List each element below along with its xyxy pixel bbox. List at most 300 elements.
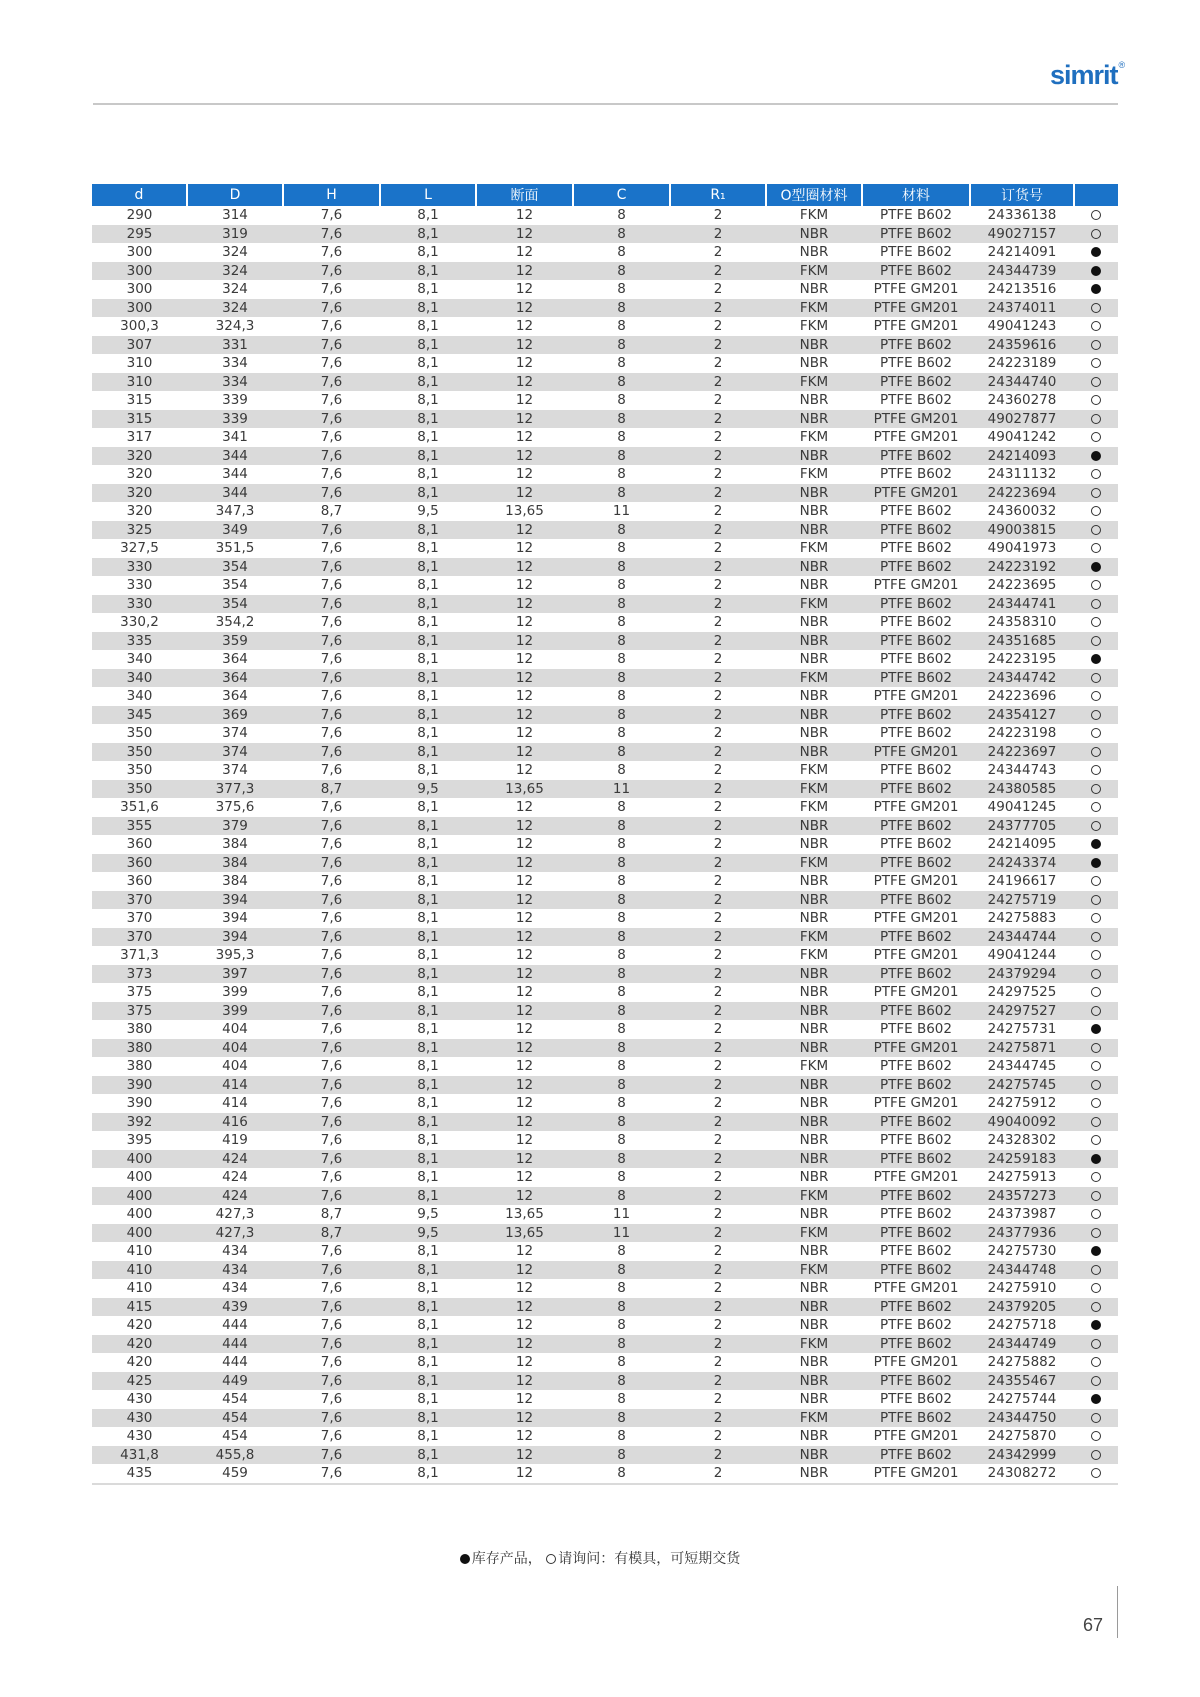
table-row — [92, 1002, 1118, 1021]
cell-order-number: 24344750 — [970, 1409, 1074, 1428]
cell-L: 8,1 — [380, 317, 476, 336]
cell-material: PTFE GM201 — [862, 317, 970, 336]
cell-R1: 2 — [670, 1298, 766, 1317]
cell-material: PTFE B602 — [862, 706, 970, 725]
cell-R1: 2 — [670, 428, 766, 447]
cell-availability — [1074, 521, 1118, 540]
table-row — [92, 299, 1118, 318]
cell-cross-section: 12 — [476, 687, 573, 706]
cell-L: 8,1 — [380, 1168, 476, 1187]
cell-H: 7,6 — [283, 928, 380, 947]
cell-material: PTFE B602 — [862, 1446, 970, 1465]
cell-D: 369 — [187, 706, 283, 725]
table-row — [92, 1039, 1118, 1058]
on-request-circle-icon — [1091, 1209, 1101, 1219]
cell-cross-section: 12 — [476, 1094, 573, 1113]
cell-cross-section: 12 — [476, 1390, 573, 1409]
cell-D: 454 — [187, 1427, 283, 1446]
cell-C: 8 — [573, 1168, 670, 1187]
table-row — [92, 1094, 1118, 1113]
cell-availability — [1074, 743, 1118, 762]
in-stock-dot-icon — [1091, 247, 1101, 257]
table-row — [92, 465, 1118, 484]
cell-L: 8,1 — [380, 1446, 476, 1465]
table-row — [92, 1390, 1118, 1409]
cell-oring-material: NBR — [766, 1446, 862, 1465]
cell-d: 355 — [92, 817, 187, 836]
cell-D: 395,3 — [187, 946, 283, 965]
col-header-R1: R₁ — [670, 184, 766, 206]
cell-R1: 2 — [670, 484, 766, 503]
cell-material: PTFE B602 — [862, 521, 970, 540]
cell-material: PTFE GM201 — [862, 687, 970, 706]
cell-H: 7,6 — [283, 891, 380, 910]
cell-D: 399 — [187, 1002, 283, 1021]
cell-L: 8,1 — [380, 1113, 476, 1132]
cell-cross-section: 12 — [476, 225, 573, 244]
cell-C: 8 — [573, 872, 670, 891]
cell-cross-section: 12 — [476, 1242, 573, 1261]
cell-oring-material: NBR — [766, 225, 862, 244]
cell-H: 8,7 — [283, 502, 380, 521]
cell-d: 375 — [92, 1002, 187, 1021]
cell-material: PTFE B602 — [862, 1409, 970, 1428]
cell-R1: 2 — [670, 798, 766, 817]
cell-d: 360 — [92, 872, 187, 891]
cell-L: 8,1 — [380, 1020, 476, 1039]
cell-R1: 2 — [670, 558, 766, 577]
cell-H: 7,6 — [283, 1279, 380, 1298]
cell-R1: 2 — [670, 706, 766, 725]
on-request-circle-icon — [546, 1554, 556, 1564]
cell-L: 8,1 — [380, 854, 476, 873]
cell-R1: 2 — [670, 1187, 766, 1206]
cell-material: PTFE B602 — [862, 1187, 970, 1206]
cell-cross-section: 12 — [476, 632, 573, 651]
cell-L: 9,5 — [380, 1224, 476, 1243]
cell-H: 7,6 — [283, 687, 380, 706]
on-request-circle-icon — [1091, 1080, 1101, 1090]
cell-availability — [1074, 872, 1118, 891]
cell-order-number: 24358310 — [970, 613, 1074, 632]
cell-cross-section: 12 — [476, 1020, 573, 1039]
cell-C: 8 — [573, 743, 670, 762]
table-row — [92, 798, 1118, 817]
cell-L: 8,1 — [380, 1464, 476, 1484]
cell-H: 7,6 — [283, 280, 380, 299]
cell-R1: 2 — [670, 373, 766, 392]
cell-D: 374 — [187, 724, 283, 743]
cell-cross-section: 12 — [476, 558, 573, 577]
cell-order-number: 24308272 — [970, 1464, 1074, 1484]
cell-availability — [1074, 1390, 1118, 1409]
cell-cross-section: 12 — [476, 1335, 573, 1354]
cell-d: 410 — [92, 1279, 187, 1298]
cell-d: 330 — [92, 558, 187, 577]
cell-H: 7,6 — [283, 539, 380, 558]
cell-d: 400 — [92, 1150, 187, 1169]
cell-L: 8,1 — [380, 835, 476, 854]
on-request-circle-icon — [1091, 1339, 1101, 1349]
cell-order-number: 24344745 — [970, 1057, 1074, 1076]
cell-C: 8 — [573, 1131, 670, 1150]
on-request-circle-icon — [1091, 599, 1101, 609]
cell-D: 344 — [187, 447, 283, 466]
cell-cross-section: 12 — [476, 1279, 573, 1298]
cell-C: 8 — [573, 817, 670, 836]
cell-order-number: 24344741 — [970, 595, 1074, 614]
cell-availability — [1074, 706, 1118, 725]
cell-availability — [1074, 484, 1118, 503]
cell-material: PTFE GM201 — [862, 1464, 970, 1484]
cell-D: 394 — [187, 891, 283, 910]
cell-R1: 2 — [670, 1390, 766, 1409]
cell-availability — [1074, 502, 1118, 521]
on-request-circle-icon — [1091, 1172, 1101, 1182]
on-request-circle-icon — [1091, 987, 1101, 997]
cell-D: 424 — [187, 1187, 283, 1206]
cell-C: 8 — [573, 946, 670, 965]
cell-availability — [1074, 1150, 1118, 1169]
cell-material: PTFE B602 — [862, 1057, 970, 1076]
cell-L: 8,1 — [380, 909, 476, 928]
cell-material: PTFE B602 — [862, 650, 970, 669]
cell-order-number: 24214091 — [970, 243, 1074, 262]
cell-L: 8,1 — [380, 336, 476, 355]
table-row — [92, 1131, 1118, 1150]
cell-d: 360 — [92, 854, 187, 873]
cell-material: PTFE B602 — [862, 447, 970, 466]
cell-material: PTFE B602 — [862, 835, 970, 854]
cell-order-number: 24214093 — [970, 447, 1074, 466]
cell-order-number: 24377936 — [970, 1224, 1074, 1243]
cell-order-number: 24354127 — [970, 706, 1074, 725]
cell-D: 404 — [187, 1020, 283, 1039]
cell-d: 415 — [92, 1298, 187, 1317]
col-header-C: C — [573, 184, 670, 206]
cell-d: 390 — [92, 1076, 187, 1095]
cell-oring-material: NBR — [766, 354, 862, 373]
cell-availability — [1074, 1094, 1118, 1113]
cell-oring-material: NBR — [766, 1353, 862, 1372]
cell-order-number: 24275744 — [970, 1390, 1074, 1409]
table-row — [92, 817, 1118, 836]
cell-oring-material: FKM — [766, 262, 862, 281]
cell-C: 8 — [573, 854, 670, 873]
cell-L: 8,1 — [380, 1353, 476, 1372]
cell-L: 8,1 — [380, 669, 476, 688]
cell-L: 8,1 — [380, 280, 476, 299]
table-row — [92, 206, 1118, 225]
cell-availability — [1074, 613, 1118, 632]
cell-cross-section: 12 — [476, 465, 573, 484]
cell-C: 8 — [573, 669, 670, 688]
cell-D: 344 — [187, 465, 283, 484]
cell-order-number: 24275913 — [970, 1168, 1074, 1187]
col-header-L: L — [380, 184, 476, 206]
simrit-logo: simrit® — [1050, 60, 1125, 90]
cell-H: 7,6 — [283, 632, 380, 651]
cell-order-number: 24275745 — [970, 1076, 1074, 1095]
cell-cross-section: 12 — [476, 521, 573, 540]
cell-C: 8 — [573, 909, 670, 928]
cell-order-number: 24373987 — [970, 1205, 1074, 1224]
cell-H: 7,6 — [283, 447, 380, 466]
cell-H: 7,6 — [283, 669, 380, 688]
in-stock-dot-icon — [1091, 562, 1101, 572]
cell-oring-material: FKM — [766, 854, 862, 873]
cell-d: 431,8 — [92, 1446, 187, 1465]
cell-order-number: 24379205 — [970, 1298, 1074, 1317]
cell-availability — [1074, 576, 1118, 595]
cell-d: 373 — [92, 965, 187, 984]
cell-L: 9,5 — [380, 1205, 476, 1224]
cell-C: 8 — [573, 1057, 670, 1076]
cell-D: 399 — [187, 983, 283, 1002]
cell-availability — [1074, 724, 1118, 743]
cell-H: 7,6 — [283, 1113, 380, 1132]
cell-C: 8 — [573, 965, 670, 984]
cell-cross-section: 12 — [476, 1261, 573, 1280]
cell-oring-material: NBR — [766, 336, 862, 355]
cell-availability — [1074, 854, 1118, 873]
on-request-circle-icon — [1091, 1006, 1101, 1016]
cell-D: 364 — [187, 687, 283, 706]
cell-L: 8,1 — [380, 1150, 476, 1169]
cell-C: 11 — [573, 1224, 670, 1243]
cell-C: 8 — [573, 373, 670, 392]
cell-oring-material: FKM — [766, 780, 862, 799]
cell-availability — [1074, 983, 1118, 1002]
cell-H: 7,6 — [283, 484, 380, 503]
cell-material: PTFE B602 — [862, 1316, 970, 1335]
table-row — [92, 1057, 1118, 1076]
cell-d: 380 — [92, 1057, 187, 1076]
cell-L: 8,1 — [380, 428, 476, 447]
cell-H: 7,6 — [283, 1372, 380, 1391]
cell-C: 11 — [573, 780, 670, 799]
cell-D: 449 — [187, 1372, 283, 1391]
table-row — [92, 354, 1118, 373]
cell-d: 295 — [92, 225, 187, 244]
cell-R1: 2 — [670, 1020, 766, 1039]
table-row — [92, 1205, 1118, 1224]
cell-L: 8,1 — [380, 872, 476, 891]
cell-material: PTFE B602 — [862, 891, 970, 910]
cell-R1: 2 — [670, 946, 766, 965]
table-row — [92, 761, 1118, 780]
cell-L: 8,1 — [380, 724, 476, 743]
cell-C: 8 — [573, 1316, 670, 1335]
cell-D: 394 — [187, 928, 283, 947]
cell-d: 330 — [92, 595, 187, 614]
on-request-circle-icon — [1091, 340, 1101, 350]
page-number-rule — [1117, 1586, 1118, 1638]
cell-cross-section: 12 — [476, 595, 573, 614]
cell-cross-section: 12 — [476, 854, 573, 873]
cell-R1: 2 — [670, 1168, 766, 1187]
cell-R1: 2 — [670, 1242, 766, 1261]
cell-availability — [1074, 1427, 1118, 1446]
cell-oring-material: NBR — [766, 1168, 862, 1187]
cell-D: 444 — [187, 1335, 283, 1354]
cell-d: 320 — [92, 502, 187, 521]
cell-material: PTFE GM201 — [862, 299, 970, 318]
cell-cross-section: 12 — [476, 1057, 573, 1076]
cell-D: 324 — [187, 243, 283, 262]
cell-C: 8 — [573, 650, 670, 669]
cell-d: 370 — [92, 891, 187, 910]
cell-H: 7,6 — [283, 595, 380, 614]
cell-cross-section: 13,65 — [476, 1224, 573, 1243]
cell-order-number: 24275883 — [970, 909, 1074, 928]
cell-L: 8,1 — [380, 1187, 476, 1206]
cell-C: 8 — [573, 1002, 670, 1021]
in-stock-dot-icon — [1091, 839, 1101, 849]
cell-material: PTFE GM201 — [862, 983, 970, 1002]
cell-R1: 2 — [670, 539, 766, 558]
cell-order-number: 24379294 — [970, 965, 1074, 984]
cell-oring-material: NBR — [766, 1242, 862, 1261]
on-request-circle-icon — [1091, 932, 1101, 942]
cell-availability — [1074, 428, 1118, 447]
cell-material: PTFE B602 — [862, 336, 970, 355]
cell-D: 349 — [187, 521, 283, 540]
cell-material: PTFE GM201 — [862, 798, 970, 817]
cell-D: 377,3 — [187, 780, 283, 799]
cell-oring-material: NBR — [766, 632, 862, 651]
cell-R1: 2 — [670, 447, 766, 466]
cell-cross-section: 12 — [476, 336, 573, 355]
cell-cross-section: 12 — [476, 1353, 573, 1372]
cell-oring-material: NBR — [766, 1298, 862, 1317]
cell-order-number: 24275910 — [970, 1279, 1074, 1298]
cell-cross-section: 12 — [476, 1076, 573, 1095]
on-request-circle-icon — [1091, 358, 1101, 368]
cell-R1: 2 — [670, 1353, 766, 1372]
cell-D: 397 — [187, 965, 283, 984]
cell-R1: 2 — [670, 1427, 766, 1446]
cell-R1: 2 — [670, 1150, 766, 1169]
cell-L: 8,1 — [380, 410, 476, 429]
cell-oring-material: NBR — [766, 391, 862, 410]
cell-order-number: 24223192 — [970, 558, 1074, 577]
table-row — [92, 632, 1118, 651]
cell-H: 7,6 — [283, 872, 380, 891]
cell-D: 384 — [187, 835, 283, 854]
cell-H: 7,6 — [283, 465, 380, 484]
cell-material: PTFE B602 — [862, 780, 970, 799]
on-request-circle-icon — [1091, 1376, 1101, 1386]
cell-material: PTFE B602 — [862, 854, 970, 873]
cell-cross-section: 12 — [476, 1002, 573, 1021]
table-header-row — [92, 184, 1118, 206]
cell-material: PTFE B602 — [862, 595, 970, 614]
on-request-circle-icon — [1091, 432, 1101, 442]
cell-availability — [1074, 336, 1118, 355]
cell-oring-material: NBR — [766, 1316, 862, 1335]
cell-order-number: 24275912 — [970, 1094, 1074, 1113]
cell-oring-material: FKM — [766, 1224, 862, 1243]
table-row — [92, 613, 1118, 632]
cell-L: 8,1 — [380, 447, 476, 466]
cell-R1: 2 — [670, 1113, 766, 1132]
cell-availability — [1074, 946, 1118, 965]
table-row — [92, 1187, 1118, 1206]
cell-L: 8,1 — [380, 595, 476, 614]
cell-d: 400 — [92, 1224, 187, 1243]
cell-d: 320 — [92, 484, 187, 503]
on-request-circle-icon — [1091, 1468, 1101, 1478]
cell-H: 7,6 — [283, 817, 380, 836]
cell-H: 7,6 — [283, 262, 380, 281]
cell-order-number: 24336138 — [970, 206, 1074, 225]
cell-oring-material: FKM — [766, 1335, 862, 1354]
cell-L: 8,1 — [380, 761, 476, 780]
on-request-circle-icon — [1091, 1302, 1101, 1312]
cell-oring-material: NBR — [766, 817, 862, 836]
cell-order-number: 49041973 — [970, 539, 1074, 558]
cell-R1: 2 — [670, 1224, 766, 1243]
cell-order-number: 24259183 — [970, 1150, 1074, 1169]
cell-d: 430 — [92, 1427, 187, 1446]
cell-material: PTFE B602 — [862, 373, 970, 392]
cell-d: 420 — [92, 1353, 187, 1372]
cell-order-number: 24355467 — [970, 1372, 1074, 1391]
cell-d: 430 — [92, 1409, 187, 1428]
cell-availability — [1074, 354, 1118, 373]
cell-H: 7,6 — [283, 706, 380, 725]
cell-oring-material: NBR — [766, 1390, 862, 1409]
cell-cross-section: 12 — [476, 835, 573, 854]
cell-C: 8 — [573, 595, 670, 614]
cell-oring-material: NBR — [766, 558, 862, 577]
cell-R1: 2 — [670, 299, 766, 318]
on-request-circle-icon — [1091, 377, 1101, 387]
cell-H: 7,6 — [283, 1076, 380, 1095]
cell-D: 314 — [187, 206, 283, 225]
cell-C: 8 — [573, 724, 670, 743]
cell-material: PTFE B602 — [862, 724, 970, 743]
cell-d: 325 — [92, 521, 187, 540]
on-request-circle-icon — [1091, 414, 1101, 424]
on-request-circle-icon — [1091, 210, 1101, 220]
on-request-circle-icon — [1091, 913, 1101, 923]
cell-R1: 2 — [670, 336, 766, 355]
cell-H: 7,6 — [283, 225, 380, 244]
cell-cross-section: 12 — [476, 262, 573, 281]
cell-D: 419 — [187, 1131, 283, 1150]
table-row — [92, 650, 1118, 669]
table-row — [92, 243, 1118, 262]
cell-H: 7,6 — [283, 743, 380, 762]
cell-D: 384 — [187, 854, 283, 873]
cell-order-number: 24344740 — [970, 373, 1074, 392]
table-row — [92, 1224, 1118, 1243]
cell-D: 424 — [187, 1168, 283, 1187]
cell-oring-material: NBR — [766, 965, 862, 984]
cell-cross-section: 12 — [476, 669, 573, 688]
cell-C: 8 — [573, 1076, 670, 1095]
cell-oring-material: NBR — [766, 724, 862, 743]
cell-C: 8 — [573, 1446, 670, 1465]
cell-R1: 2 — [670, 1261, 766, 1280]
cell-availability — [1074, 225, 1118, 244]
on-request-circle-icon — [1091, 1117, 1101, 1127]
cell-R1: 2 — [670, 576, 766, 595]
table-row — [92, 484, 1118, 503]
cell-order-number: 24359616 — [970, 336, 1074, 355]
